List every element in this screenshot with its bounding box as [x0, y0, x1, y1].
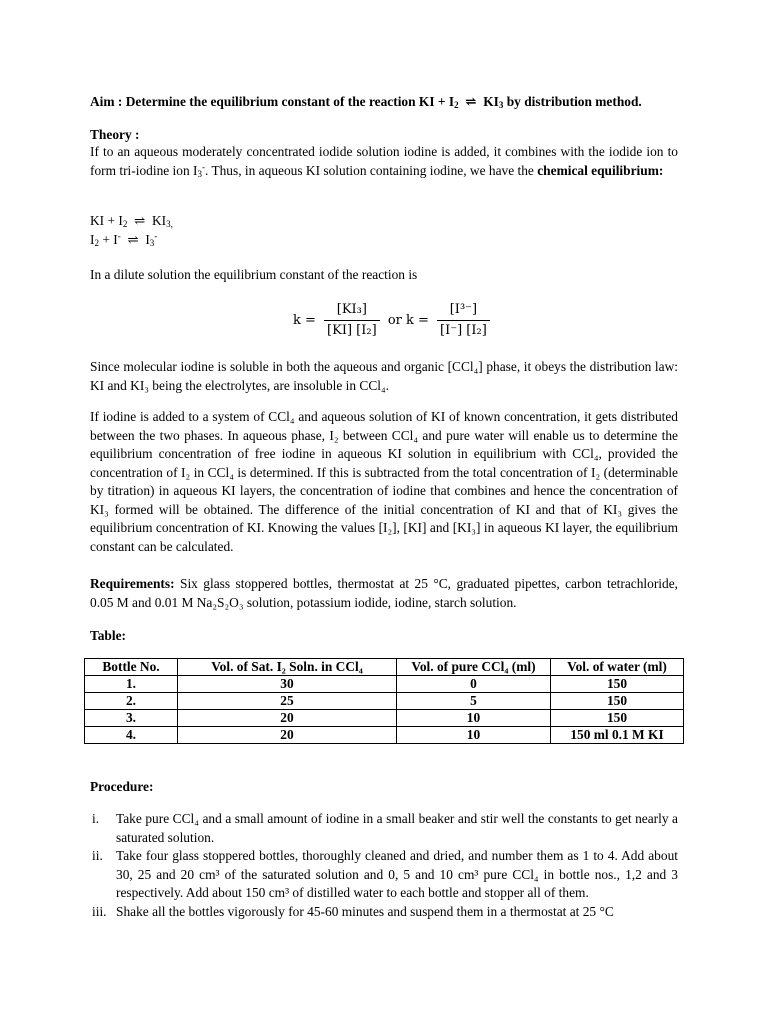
aim-text-c: by distribution method. — [506, 94, 642, 109]
dilute-solution-text: In a dilute solution the equilibrium constant of the reaction is — [90, 267, 418, 282]
theory-para1-sup: - — [201, 161, 205, 172]
requirements-text: Six glass stoppered bottles, thermostat at 25 °C, graduated pipettes, carbon tetrachloride, 0.05 M and 0.01 M Na₂S₂O₃ solution, potassium iodide, iodine, starch solution. — [90, 576, 678, 610]
list-item — [90, 810, 678, 847]
k-denominator: [KI] [I₂] — [327, 323, 377, 338]
table-cell: 1. — [85, 676, 178, 693]
k-fraction-2 — [437, 302, 490, 339]
k-equation — [293, 302, 494, 339]
table-header-row — [85, 659, 684, 676]
equation-2 — [90, 231, 678, 250]
list-item-number: iii. — [92, 903, 107, 919]
list-item-number: ii. — [92, 848, 103, 863]
eq2-b: + I — [102, 232, 118, 247]
eq1-b: KI — [151, 213, 167, 228]
table-cell: 150 — [551, 676, 684, 693]
eq2-a: I — [90, 232, 95, 247]
theory-para1 — [90, 143, 678, 180]
header-vol-sat: Vol. of Sat. I₂ Soln. in CCl₄ — [178, 659, 397, 676]
theory-heading: Theory : — [90, 127, 140, 142]
eq2-sup: - — [117, 231, 121, 241]
k-label: k = — [293, 313, 316, 328]
equilibrium-arrow-icon: ⇌ — [465, 94, 477, 109]
bottle-table — [84, 658, 684, 744]
list-item — [90, 903, 678, 922]
theory-para1-sub: 3 — [197, 168, 202, 179]
table-row — [85, 676, 684, 693]
aim-sub-2: 2 — [454, 100, 459, 110]
header-bottle-no: Bottle No. — [85, 659, 178, 676]
equilibrium-arrow-icon: ⇌ — [134, 213, 146, 228]
eq2-sub: 2 — [94, 238, 99, 248]
table-row — [85, 693, 684, 710]
requirements-label: Requirements: — [90, 576, 175, 591]
list-item-text: Shake all the bottles vigorously for 45-60 minutes and suspend them in a thermostat at 25 °C — [116, 903, 614, 919]
list-item-text: Take pure CCl₄ and a small amount of iodine in a small beaker and stir well the constants to get nearly a saturated solution. — [116, 811, 678, 845]
table-cell: 20 — [178, 710, 397, 727]
table-cell: 25 — [178, 693, 397, 710]
theory-para3: If iodine is added to a system of CCl₄ and aqueous solution of KI of known concentration, it gets distributed between the two phases. In aqueous phase, I₂ between CCl₄ and pure water will enable us to determine the equilibrium concentration of free iodine in aqueous KI solution in equilibrium with CCl₄, provided the concentration of I₂ in CCl₄ is determined. If this is subtracted from the total concentration of I₂ (determinable by titration) in aqueous KI layers, the concentration of iodine that combines and hence the concentration of KI₃ formed will be obtained. The difference of the initial concentration of KI and that of KI₃ gives the equilibrium concentration of KI. Knowing the values [I₂], [KI] and [KI₃] in aqueous KI layer, the equilibrium constant can be calculated. — [90, 409, 678, 554]
header-vol-water: Vol. of water (ml) — [551, 659, 684, 676]
k2-denominator: [I⁻] [I₂] — [440, 323, 487, 338]
eq1-sub2: 3, — [166, 219, 173, 229]
eq2-sub2: 3 — [149, 238, 155, 248]
equilibrium-arrow-icon: ⇌ — [127, 232, 139, 247]
k2-numerator: [I³⁻] — [437, 302, 490, 321]
table-cell: 2. — [85, 693, 178, 710]
eq2-c: I — [145, 232, 150, 247]
theory-para1-c: chemical equilibrium: — [537, 162, 664, 178]
table-cell: 0 — [397, 676, 551, 693]
eq1-sub: 2 — [122, 219, 128, 229]
table-cell: 150 ml 0.1 M KI — [551, 727, 684, 744]
procedure-heading: Procedure: — [90, 779, 154, 794]
table-cell: 3. — [85, 710, 178, 727]
procedure-list — [90, 810, 678, 921]
table-cell: 5 — [397, 693, 551, 710]
table-cell: 4. — [85, 727, 178, 744]
header-vol-ccl4: Vol. of pure CCl₄ (ml) — [397, 659, 551, 676]
aim-text-a: Determine the equilibrium constant of the reaction KI + I — [125, 94, 455, 109]
eq1-a: KI + I — [90, 213, 123, 228]
k-numerator: [KI₃] — [324, 302, 380, 321]
requirements-para — [90, 575, 678, 612]
table-cell: 10 — [397, 727, 551, 744]
table-cell: 150 — [551, 710, 684, 727]
equation-1 — [90, 212, 678, 231]
table-row — [85, 727, 684, 744]
theory-para1-b: . Thus, in aqueous KI solution containing iodine, we have the — [204, 162, 534, 178]
list-item — [90, 847, 678, 903]
table-cell: 20 — [178, 727, 397, 744]
table-row — [85, 710, 684, 727]
or-k-label: or k = — [387, 313, 429, 328]
aim-text-b: KI — [483, 94, 499, 109]
list-item-number: i. — [92, 811, 100, 826]
list-item-text: Take four glass stoppered bottles, thoroughly cleaned and dried, and number them as 1 to 4. Add about 30, 25 and 20 cm³ of the saturated solution and 0, 5 and 10 cm³ pure CCl₄ in bottle nos., 1,2 and 3 respectively. Add about 150 cm³ of distilled water to each bottle and stopper all of them. — [116, 848, 678, 900]
eq2-sup2: - — [154, 231, 158, 241]
table-cell: 150 — [551, 693, 684, 710]
aim-sub-3: 3 — [498, 100, 504, 110]
aim-line — [90, 93, 678, 112]
aim-label: Aim : — [90, 94, 123, 109]
theory-para1-a: If to an aqueous moderately concentrated iodide solution iodine is added, it combines with the iodide ion to form tri-iodine ion I — [90, 144, 678, 178]
table-cell: 30 — [178, 676, 397, 693]
table-cell: 10 — [397, 710, 551, 727]
table-label: Table: — [90, 628, 126, 643]
k-fraction-1 — [324, 302, 380, 339]
theory-para2: Since molecular iodine is soluble in both the aqueous and organic [CCl₄] phase, it obeys the distribution law: KI and KI₃ being the electrolytes, are insoluble in CCl₄. — [90, 359, 678, 393]
